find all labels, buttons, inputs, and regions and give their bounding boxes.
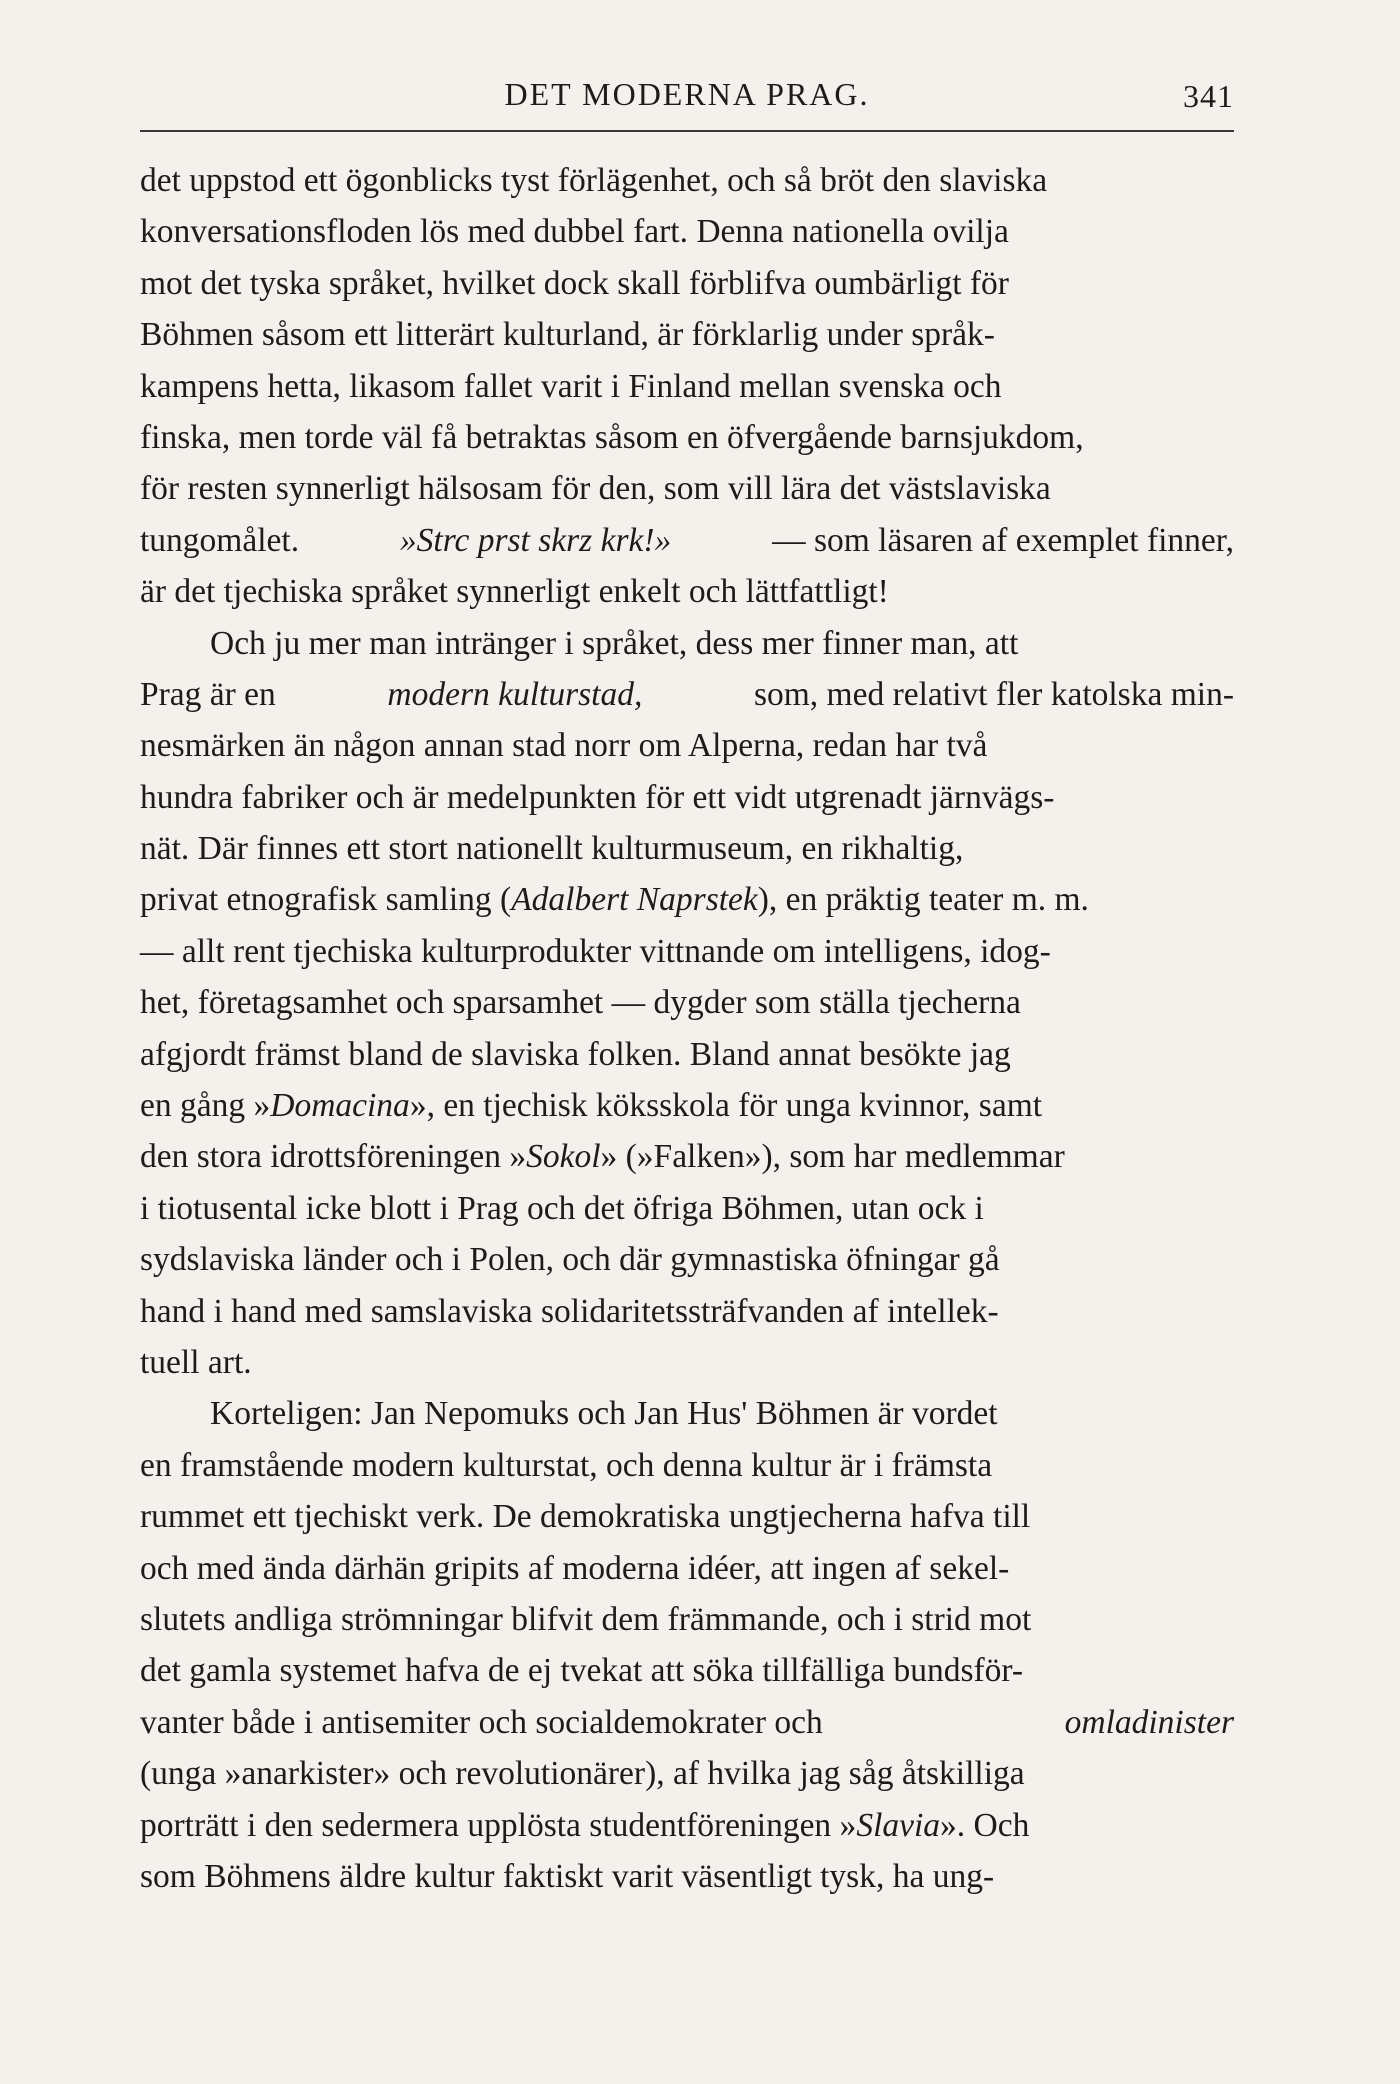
italic-run: Domacina (270, 1087, 410, 1125)
text-run: som Böhmens äldre kultur faktiskt varit väsentligt tysk, ha ung- (140, 1857, 995, 1895)
text-line (140, 1234, 1234, 1285)
text-line (140, 1440, 1234, 1491)
italic-run: Adalbert Naprstek (511, 881, 758, 919)
text-run: finska, men torde väl få betraktas såsom en öfvergående barnsjukdom, (140, 418, 1084, 456)
text-run: ». Och (940, 1806, 1030, 1844)
text-run: för resten synnerligt hälsosam för den, som vill lära det västslaviska (140, 470, 1051, 508)
text-line (140, 772, 1234, 823)
text-run: Korteligen: Jan Nepomuks och Jan Hus' Böhmen är vordet (210, 1395, 998, 1433)
text-run: het, företagsamhet och sparsamhet — dygder som ställa tjecherna (140, 984, 1021, 1022)
header-rule (140, 130, 1234, 132)
text-line (140, 566, 1234, 617)
text-line (140, 669, 1234, 720)
text-line (140, 361, 1234, 412)
text-run: det uppstod ett ögonblicks tyst förlägenhet, och så bröt den slaviska (140, 162, 1048, 199)
text-run: vanter både i antisemiter och socialdemokrater och (140, 1703, 823, 1741)
text-run: — allt rent tjechiska kulturprodukter vittnande om intelligens, idog- (140, 932, 1051, 970)
text-line (140, 1697, 1234, 1748)
text-run: Böhmen såsom ett litterärt kulturland, är förklarlig under språk- (140, 316, 995, 354)
text-line (140, 1800, 1234, 1851)
text-run: slutets andliga strömningar blifvit dem främmande, och i strid mot (140, 1600, 1032, 1638)
text-line (140, 720, 1234, 771)
italic-run: Slavia (856, 1806, 941, 1844)
page-number: 341 (1183, 78, 1234, 114)
text-run: konversationsfloden lös med dubbel fart. Denna nationella ovilja (140, 213, 1009, 251)
text-line (140, 977, 1234, 1028)
italic-run: modern kulturstad, (387, 675, 643, 713)
text-run: ), en präktig teater m. m. (757, 881, 1089, 919)
text-run: en gång » (140, 1087, 271, 1125)
text-run: (unga »anarkister» och revolutionärer), af hvilka jag såg åtskilliga (140, 1755, 1025, 1793)
text-line (140, 258, 1234, 309)
text-run: mot det tyska språket, hvilket dock skall förblifva oumbärligt för (140, 264, 1009, 302)
text-run: tungomålet. (140, 521, 300, 559)
text-line (140, 309, 1234, 360)
text-run: det gamla systemet hafva de ej tvekat att söka tillfälliga bundsför- (140, 1652, 1024, 1690)
text-run: hundra fabriker och är medelpunkten för ett vidt utgrenadt järnvägs- (140, 778, 1055, 816)
text-line (140, 874, 1234, 925)
text-line (140, 1851, 1234, 1902)
text-line (140, 1286, 1234, 1337)
running-title: DET MODERNA PRAG. (504, 76, 870, 112)
text-run: är det tjechiska språket synnerligt enkelt och lättfattligt! (140, 573, 889, 611)
text-run: rummet ett tjechiskt verk. De demokratiska ungtjecherna hafva till (140, 1498, 1031, 1536)
text-line (140, 618, 1234, 669)
text-run: » (»Falken»), som har medlemmar (600, 1138, 1065, 1176)
text-run: den stora idrottsföreningen » (140, 1138, 527, 1176)
text-run: som, med relativt fler katolska min- (753, 675, 1234, 713)
text-run: sydslaviska länder och i Polen, och där gymnastiska öfningar gå (140, 1241, 1000, 1279)
text-line (140, 1337, 1234, 1388)
text-run: », en tjechisk köksskola för unga kvinnor, samt (409, 1087, 1043, 1125)
text-line (140, 926, 1234, 977)
text-run: och med ända därhän gripits af moderna idéer, att ingen af sekel- (140, 1549, 1010, 1587)
text-line (140, 1388, 1234, 1439)
italic-run: »Strc prst skrz krk!» (399, 521, 672, 559)
text-line (140, 1131, 1234, 1182)
text-line (140, 1543, 1234, 1594)
text-run: nesmärken än någon annan stad norr om Alperna, redan har två (140, 727, 988, 765)
text-line (140, 1183, 1234, 1234)
text-line (140, 1594, 1234, 1645)
text-run: Prag är en (140, 675, 276, 713)
text-line (140, 206, 1234, 257)
text-line (140, 1645, 1234, 1696)
text-line (140, 1748, 1234, 1799)
text-line (140, 412, 1234, 463)
text-run: porträtt i den sedermera upplösta studentföreningen » (140, 1806, 857, 1844)
text-line (140, 463, 1234, 514)
text-run: hand i hand med samslaviska solidaritetssträfvanden af intellek- (140, 1292, 999, 1330)
text-run: tuell art. (140, 1343, 252, 1381)
text-run: nät. Där finnes ett stort nationellt kulturmuseum, en rikhaltig, (140, 830, 964, 868)
body-text (140, 155, 1234, 1902)
text-run: i tiotusental icke blott i Prag och det öfriga Böhmen, utan ock i (140, 1189, 984, 1227)
text-line (140, 515, 1234, 566)
text-run: en framstående modern kulturstat, och denna kultur är i främsta (140, 1446, 993, 1484)
text-line (140, 1491, 1234, 1542)
text-line (140, 1080, 1234, 1131)
italic-run: Sokol (526, 1138, 601, 1176)
text-line (140, 823, 1234, 874)
text-run: Och ju mer man intränger i språket, dess mer finner man, att (210, 624, 1019, 662)
text-line (140, 155, 1234, 206)
text-line (140, 1029, 1234, 1080)
text-run: kampens hetta, likasom fallet varit i Finland mellan svenska och (140, 367, 1002, 405)
italic-run: omladinister (1064, 1703, 1234, 1741)
text-run: — som läsaren af exemplet finner, (772, 521, 1234, 559)
text-run: afgjordt främst bland de slaviska folken. Bland annat besökte jag (140, 1035, 1011, 1073)
text-run: privat etnografisk samling ( (140, 881, 512, 919)
page-header (140, 72, 1234, 122)
